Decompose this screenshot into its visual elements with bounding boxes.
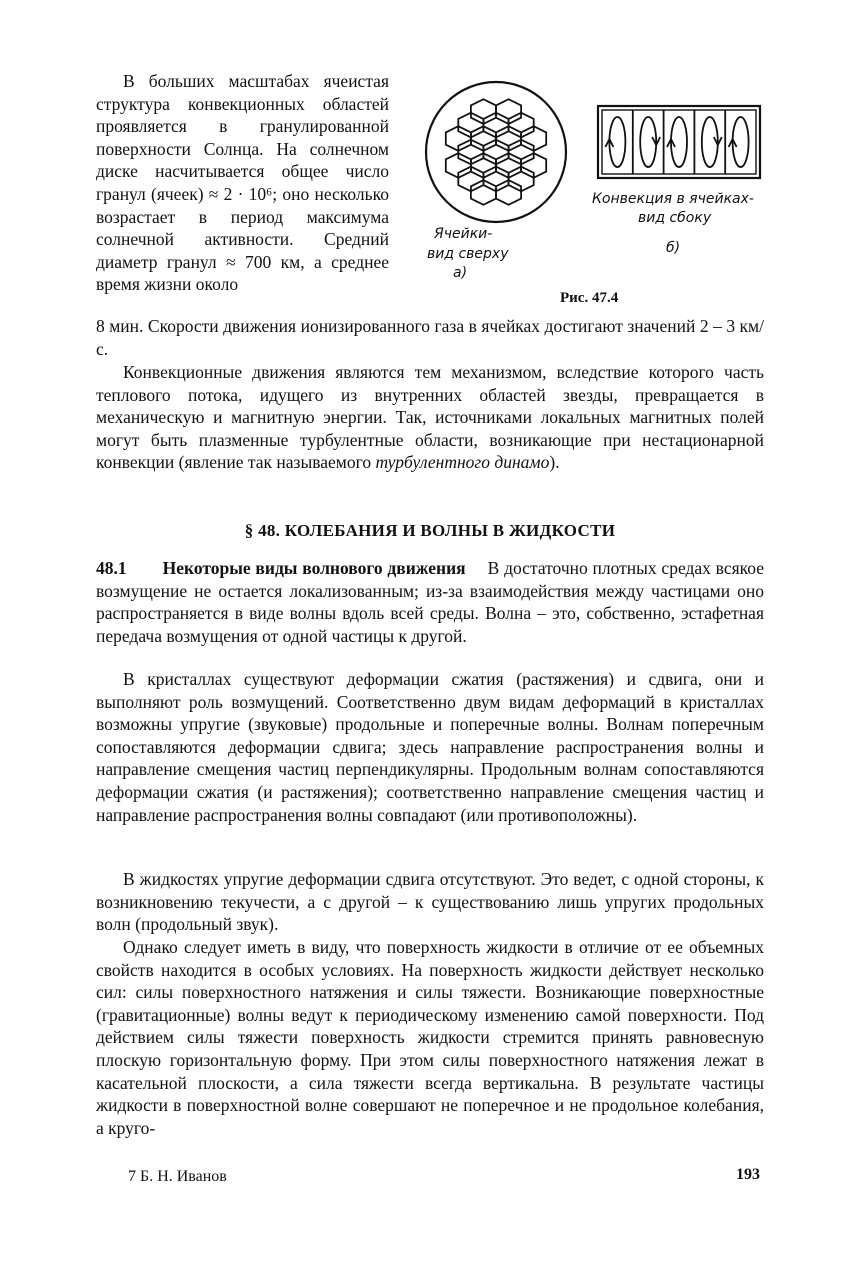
subsection-title: Некоторые виды волнового движения bbox=[162, 558, 466, 578]
intro-paragraph bbox=[96, 70, 389, 296]
cells-outline-circle bbox=[426, 82, 566, 222]
paragraph-convection-text bbox=[96, 361, 764, 474]
paragraph-convection-main: Конвекционные движения являются тем механизмом, вследствие которого часть теплового потока, идущего из внутренних областей звезды, превращается в механическую и магнитную энергии. Так, источниками локальных магнитных полей могут быть плазменные турбулентные области, возникающие при нестационарной конвекции (явление так называемого bbox=[96, 362, 764, 473]
intro-continuation-text: 8 мин. Скорости движения ионизированного газа в ячейках достигают значений 2 – 3 км/с. bbox=[96, 316, 764, 359]
paragraph-liquids bbox=[96, 868, 764, 936]
convection-side-view bbox=[598, 106, 760, 178]
figure-caption: Рис. 47.4 bbox=[560, 290, 619, 306]
footer-author: 7 Б. Н. Иванов bbox=[128, 1168, 227, 1185]
label-cells-line2: вид сверху bbox=[427, 246, 509, 262]
label-cells-line1: Ячейки- bbox=[434, 226, 493, 242]
section-title: § 48. КОЛЕБАНИЯ И ВОЛНЫ В ЖИДКОСТИ bbox=[244, 521, 616, 540]
page-number: 193 bbox=[736, 1166, 760, 1183]
label-conv-line2: вид сбоку bbox=[638, 210, 712, 226]
paragraph-liquids-text: В жидкостях упругие деформации сдвига отсутствуют. Это ведет, с одной стороны, к возникновению текучести, а с другой – к существованию лишь упругих продольных волн (продольный звук). bbox=[96, 869, 764, 935]
turbulent-dynamo-term: турбулентного динамо bbox=[375, 452, 550, 473]
paragraph-crystals-text: В кристаллах существуют деформации сжатия (растяжения) и сдвига, они и выполняют роль возмущений. Соответственно двум видам деформаций в кристаллах возможны упругие (звуковые) продольные и поперечные волны. Волнам поперечным сопоставляются деформации сдвига; здесь направление распространения волны и направление смещения частиц перпендикулярны. Продольным волнам сопоставляются деформации сжатия (и растяжения); соответственно направление смещения частиц и направление распространения волны совпадают (или противоположны). bbox=[96, 669, 764, 825]
paragraph-surface bbox=[96, 936, 764, 1139]
subsection-number: 48.1 bbox=[96, 558, 127, 578]
label-a: а) bbox=[453, 265, 468, 281]
paragraph-convection-end: ). bbox=[549, 452, 560, 473]
figure-47-4 bbox=[420, 72, 765, 312]
granule-cells-top-view bbox=[426, 82, 566, 222]
intro-continuation bbox=[96, 315, 764, 360]
paragraph-surface-text: Однако следует иметь в виду, что поверхность жидкости в отличие от ее объемных свойств находится в особых условиях. На поверхность жидкости действует несколько сил: силы поверхностного натяжения и силы тяжести. Возникающие поверхностные (гравитационные) волны ведут к периодическому изменению самой поверхности. Под действием силы тяжести поверхность жидкости стремится принять равновесную плоскую горизонтальную форму. При этом силы поверхностного натяжения лежат в касательной плоскости, а сила тяжести всегда вертикальна. В результате частицы жидкости в поверхностной волне совершают не поперечное и не продольное колебания, а круго- bbox=[96, 937, 764, 1138]
paragraph-convection bbox=[96, 361, 764, 474]
label-conv-line1: Конвекция в ячейках- bbox=[592, 191, 754, 207]
intro-text: В больших масштабах ячеистая структура конвекционных областей проявляется в гранулированной поверхности Солнца. На солнечном диске насчитывается общее число гранул (ячеек) ≈ 2 · 10⁶; оно несколько возрастает в период максимума солнечной активности. Средний диаметр гранул ≈ 700 км, а среднее время жизни около bbox=[96, 71, 389, 295]
subsection-48-1 bbox=[96, 557, 764, 647]
subsection-text: В достаточно плотных средах всякое возмущение не остается локализованным; из-за взаимодействия между частицами оно распространяется в виде волны вдоль всей среды. Волна – это, собственно, эстафетная передача возмущения от одной частицы к другой. bbox=[96, 558, 764, 646]
label-b: б) bbox=[666, 240, 681, 256]
subsection-paragraph bbox=[96, 557, 764, 647]
paragraph-crystals bbox=[96, 668, 764, 826]
